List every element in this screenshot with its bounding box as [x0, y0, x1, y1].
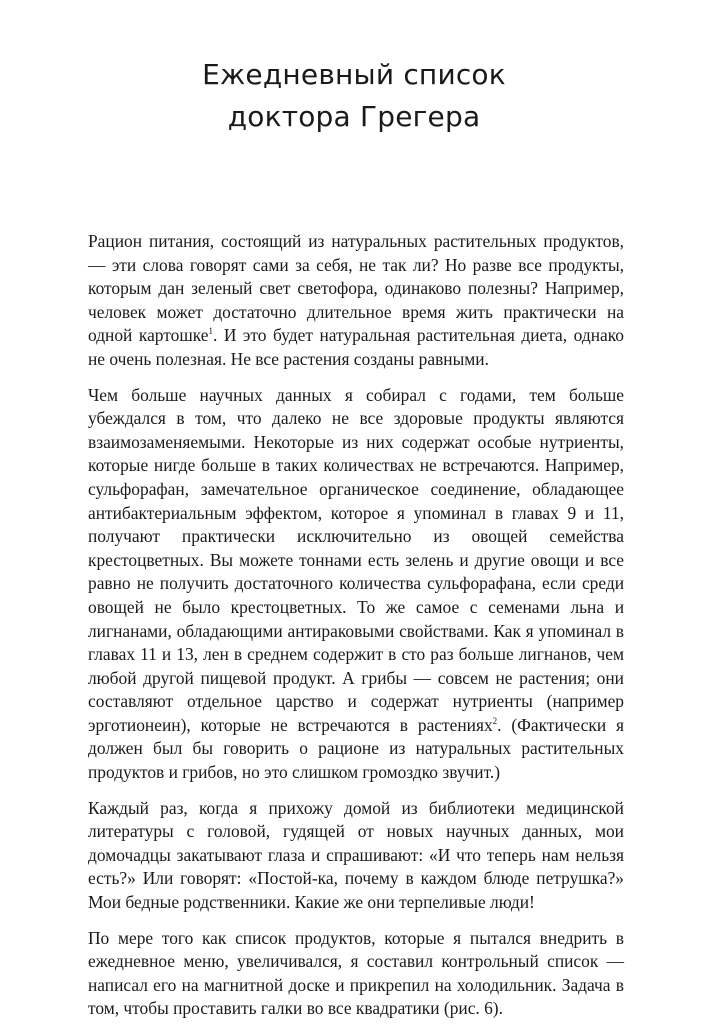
paragraph-3 — [88, 797, 624, 915]
paragraph-2-text-b: . (Фактически я должен был бы говорить о рационе из натуральных растительных продуктов и грибов, но это слишком громоздко звучит.) — [88, 714, 625, 783]
paragraph-4 — [88, 927, 624, 1021]
chapter-title-line-1: Ежедневный список — [202, 58, 506, 91]
body-text — [88, 230, 624, 1033]
paragraph-1 — [88, 230, 624, 372]
paragraph-4-text: По мере того как список продуктов, которые я пытался внедрить в ежедневное меню, увеличивался, я составил контрольный список — написал его на магнитной доске и прикрепил на холодильник. Задача в том, чтобы проставить галки во все квадратики (рис. 6). — [88, 927, 624, 1019]
paragraph-2 — [88, 384, 624, 785]
paragraph-1-text-b: . И это будет натуральная растительная диета, однако не очень полезная. Не все растения созданы равными. — [88, 325, 624, 369]
footnote-ref-2[interactable]: 2 — [492, 716, 498, 727]
paragraph-3-text: Каждый раз, когда я прихожу домой из библиотеки медицинской литературы с головой, гудящей от новых научных данных, мои домочадцы закатывают глаза и спрашивают: «И что теперь нам нельзя есть?» Или говорят: «Постой-ка, почему в каждом блюде петрушка?» Мои бедные родственники. Какие же они терпеливые люди! — [88, 797, 624, 913]
paragraph-2-text-a: Чем больше научных данных я собирал с годами, тем больше убеждался в том, что далеко не все здоровые продукты являются взаимозаменяемыми. Некоторые из них содержат особые нутриенты, которые нигде больше в таких количествах не встречаются. Например, сульфорафан, замечательное органическое соединение, обладающее антибактериальным эффектом, которое я упоминал в главах 9 и 11, получают практически исключительно из овощей семейства крестоцветных. Вы можете тоннами есть зелень и другие овощи и все равно не получить достаточного количества сульфорафана, если среди овощей не было крестоцветных. То же самое с семенами льна и лигнанами, обладающими антираковыми свойствами. Как я упоминал в главах 11 и 13, лен в среднем содержит в сто раз больше лигнанов, чем любой другой пищевой продукт. А грибы — совсем не растения; они составляют отдельное царство и содержат нутриенты (например эрготионеин), которые не встречаются в растениях — [88, 384, 624, 735]
paragraph-1-text-a: Рацион питания, состоящий из натуральных растительных продуктов, — эти слова говорят сами за себя, не так ли? Но разве все продукты, которым дан зеленый свет светофора, одинаково полезны? Например, человек может достаточно длительное время жить практически на одной картошке — [88, 231, 624, 346]
footnote-ref-1[interactable]: 1 — [208, 326, 213, 337]
chapter-title-line-2: доктора Грегера — [227, 100, 481, 133]
